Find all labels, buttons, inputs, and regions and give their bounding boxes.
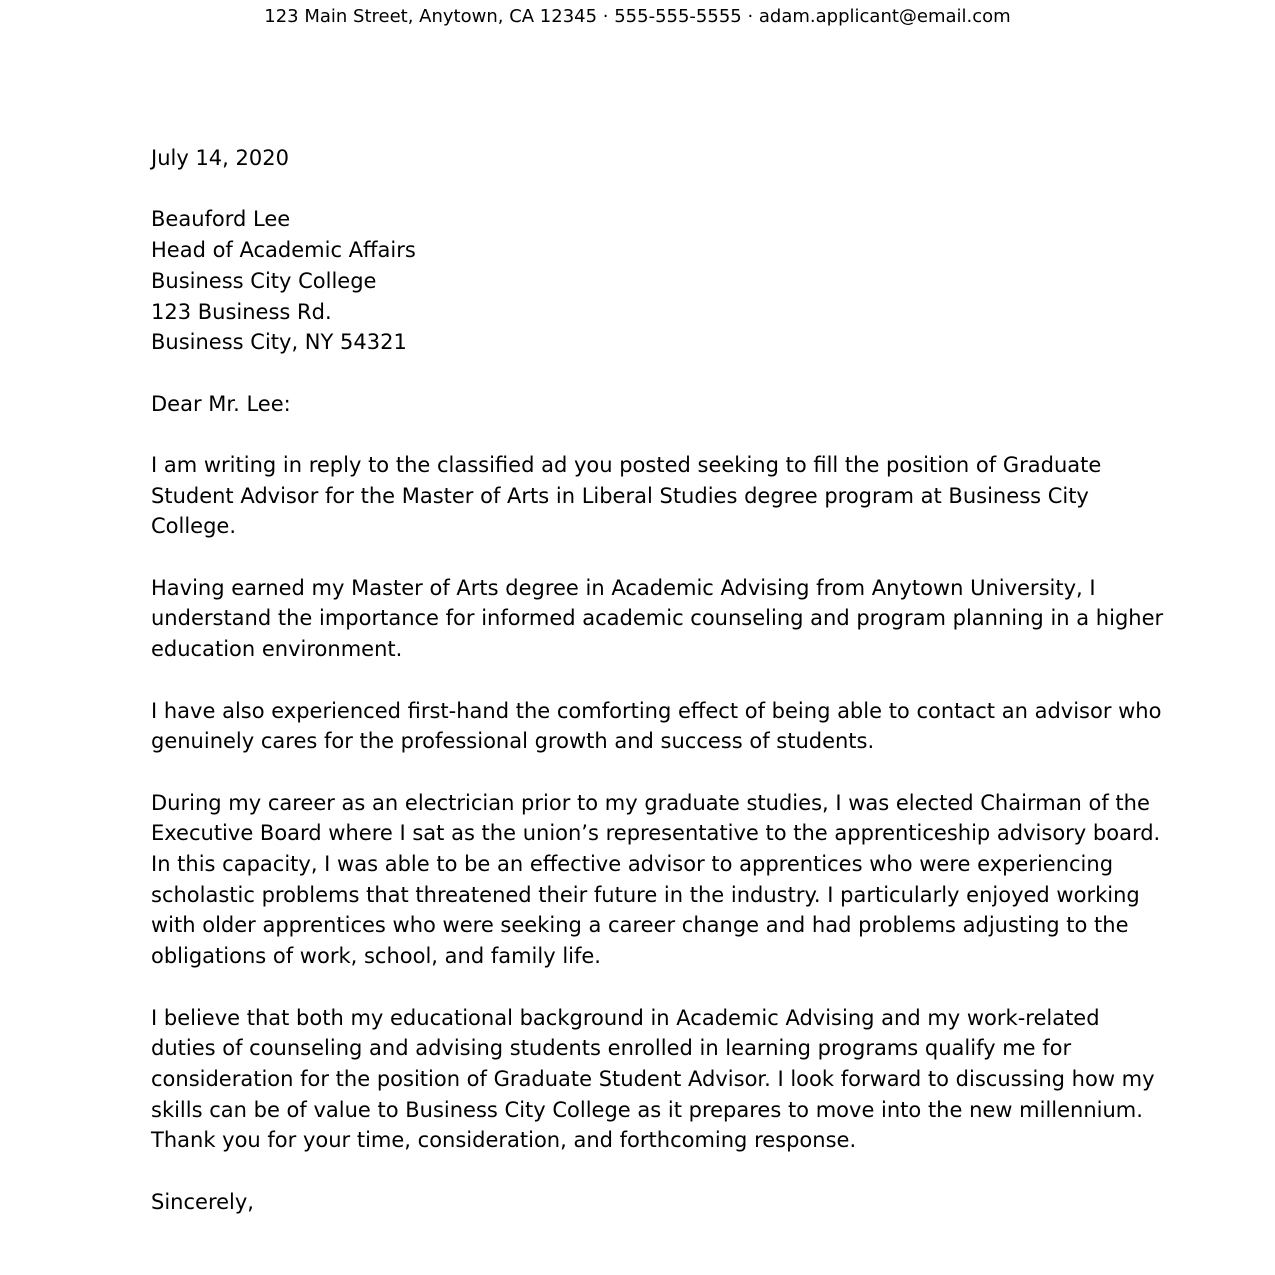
paragraph-line: I am writing in reply to the classified ad you posted seeking to fill the position of Graduate: [151, 452, 1102, 477]
paragraph-line: obligations of work, school, and family life.: [151, 944, 601, 969]
paragraph-line: I have also experienced first-hand the comforting effect of being able to contact an advisor who: [151, 698, 1162, 723]
letter-date: July 14, 2020: [151, 146, 289, 170]
paragraph-line: with older apprentices who were seeking a career change and had problems adjusting to the: [151, 913, 1129, 938]
recipient-city: Business City, NY 54321: [151, 330, 407, 355]
paragraph-3: [151, 696, 1162, 757]
paragraph-line: consideration for the position of Graduate Student Advisor. I look forward to discussing how my: [151, 1066, 1155, 1091]
paragraph-4: [151, 788, 1161, 972]
paragraph-line: During my career as an electrician prior to my graduate studies, I was elected Chairman of the: [151, 790, 1150, 815]
paragraph-line: duties of counseling and advising students enrolled in learning programs qualify me for: [151, 1036, 1072, 1061]
paragraph-line: Having earned my Master of Arts degree in Academic Advising from Anytown University, I: [151, 575, 1096, 600]
paragraph-line: Executive Board where I sat as the union’s representative to the apprenticeship advisory board.: [151, 821, 1161, 846]
paragraph-line: scholastic problems that threatened their future in the industry. I particularly enjoyed working: [151, 882, 1140, 907]
paragraph-1: [151, 450, 1141, 542]
recipient-title: Head of Academic Affairs: [151, 238, 416, 263]
recipient-street: 123 Business Rd.: [151, 299, 332, 324]
salutation: Dear Mr. Lee:: [151, 391, 291, 416]
recipient-organization: Business City College: [151, 268, 377, 293]
contact-info: 123 Main Street, Anytown, CA 12345 · 555-555-5555 · adam.applicant@email.com: [264, 6, 1011, 27]
paragraph-line: College.: [151, 514, 237, 539]
paragraph-2: [151, 573, 1164, 665]
recipient-address: [151, 204, 1141, 358]
paragraph-line: Thank you for your time, consideration, and forthcoming response.: [151, 1128, 857, 1153]
paragraph-line: skills can be of value to Business City College as it prepares to move into the new millennium.: [151, 1097, 1143, 1122]
closing: Sincerely,: [151, 1189, 254, 1214]
paragraph-line: understand the importance for informed academic counseling and program planning in a higher: [151, 606, 1164, 631]
paragraph-line: education environment.: [151, 637, 403, 662]
recipient-name: Beauford Lee: [151, 207, 291, 232]
paragraph-line: I believe that both my educational background in Academic Advising and my work-related: [151, 1005, 1100, 1030]
paragraph-5: [151, 1003, 1155, 1157]
paragraph-line: genuinely cares for the professional growth and success of students.: [151, 729, 875, 754]
letter-body: [151, 143, 1164, 1217]
paragraph-line: In this capacity, I was able to be an effective advisor to apprentices who were experiencing: [151, 852, 1114, 877]
paragraph-line: Student Advisor for the Master of Arts in Liberal Studies degree program at Business City: [151, 483, 1089, 508]
